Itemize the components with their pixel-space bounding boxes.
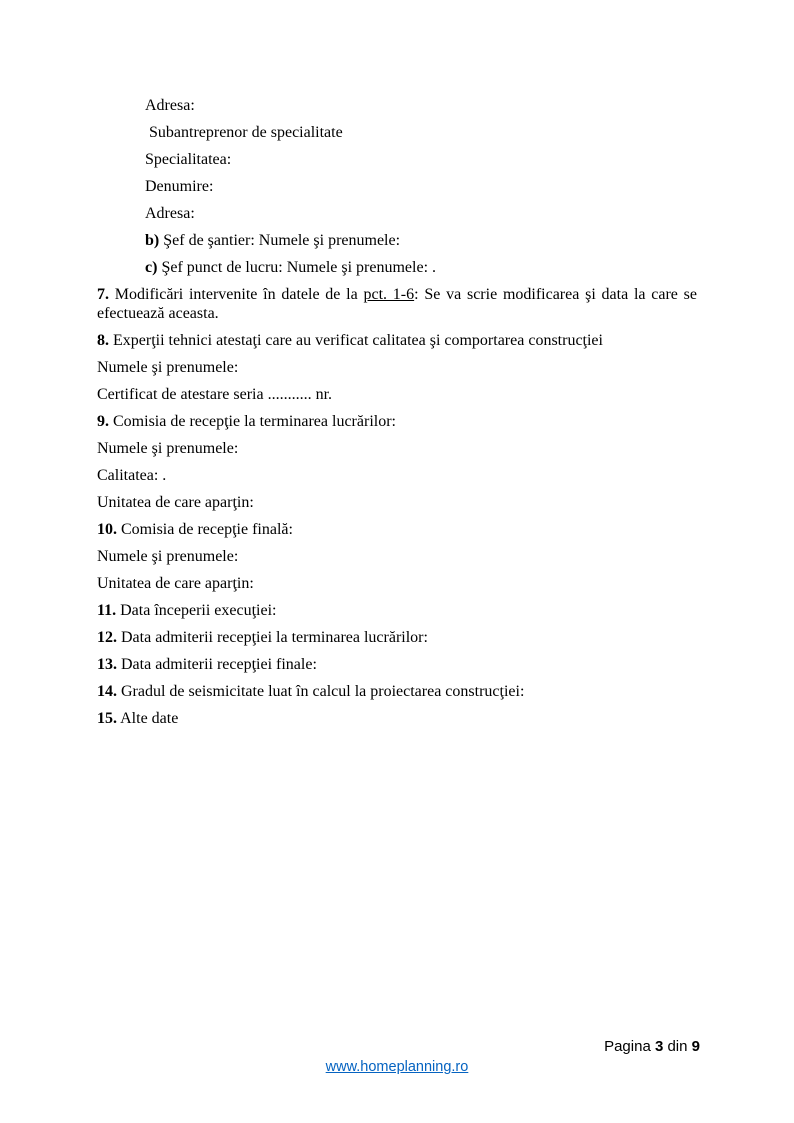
- text-segment: Unitatea de care aparţin:: [97, 575, 254, 592]
- page-number-current: 3: [654, 1038, 664, 1055]
- text-segment: Subantreprenor de specialitate: [145, 124, 343, 141]
- page-number: [604, 1038, 700, 1055]
- text-segment: Modificări intervenite în datele de la: [109, 286, 364, 303]
- page-number-middle: din: [663, 1038, 692, 1055]
- text-segment: b): [145, 232, 164, 249]
- document-line: [97, 574, 697, 593]
- text-segment: 9.: [97, 413, 109, 430]
- text-segment: Numele şi prenumele:: [97, 440, 239, 457]
- document-line: [145, 123, 697, 142]
- text-segment: 7.: [97, 286, 109, 303]
- document-line: [145, 204, 697, 223]
- page-number-prefix: Pagina: [604, 1038, 655, 1055]
- document-line: [97, 655, 697, 674]
- text-segment: 15.: [97, 710, 117, 727]
- text-segment: 11.: [97, 602, 117, 619]
- document-line: [97, 709, 697, 728]
- text-segment: 10.: [97, 521, 117, 538]
- text-segment: Gradul de seismicitate luat în calcul la proiectarea construcţiei:: [117, 683, 525, 700]
- text-segment: Comisia de recepţie finală:: [117, 521, 293, 538]
- text-segment: Alte date: [117, 710, 179, 727]
- text-segment: Denumire:: [145, 178, 214, 195]
- document-line: [97, 628, 697, 647]
- text-segment: Adresa:: [145, 97, 195, 114]
- document-line: [97, 601, 697, 620]
- text-segment: Specialitatea:: [145, 151, 232, 168]
- text-segment: Data admiterii recepţiei finale:: [117, 656, 317, 673]
- document-line: [97, 439, 697, 458]
- document-line: [145, 231, 697, 250]
- document-line: [97, 547, 697, 566]
- text-segment: Adresa:: [145, 205, 195, 222]
- document-line: [145, 177, 697, 196]
- text-segment: c): [145, 259, 162, 276]
- text-segment: Data începerii execuţiei:: [116, 602, 277, 619]
- document-line: [145, 258, 697, 277]
- page-number-total: 9: [691, 1038, 700, 1055]
- document-body: [97, 96, 697, 736]
- text-segment: Certificat de atestare seria ........... nr.: [97, 386, 333, 403]
- text-segment: 13.: [97, 656, 117, 673]
- footer-link[interactable]: www.homeplanning.ro: [325, 1059, 469, 1075]
- text-segment: Şef de şantier: Numele şi prenumele:: [163, 232, 401, 249]
- text-segment: 12.: [97, 629, 117, 646]
- document-line: [97, 285, 697, 323]
- text-segment: Numele şi prenumele:: [97, 548, 239, 565]
- text-segment: : Se va scrie modificarea şi data la care se efectuează aceasta.: [97, 286, 697, 322]
- document-line: [145, 96, 697, 115]
- text-segment: Experţii tehnici atestaţi care au verificat calitatea şi comportarea construcţiei: [109, 332, 603, 349]
- document-line: [97, 493, 697, 512]
- document-line: [97, 331, 697, 350]
- text-segment: 14.: [97, 683, 117, 700]
- text-segment: Calitatea: .: [97, 467, 167, 484]
- text-segment: Şef punct de lucru: Numele şi prenumele: .: [161, 259, 437, 276]
- underlined-reference: pct. 1-6: [363, 286, 415, 303]
- footer-link-container: [0, 1058, 794, 1076]
- document-line: [97, 682, 697, 701]
- text-segment: Unitatea de care aparţin:: [97, 494, 254, 511]
- text-segment: Numele şi prenumele:: [97, 359, 239, 376]
- document-line: [97, 412, 697, 431]
- document-line: [97, 385, 697, 404]
- document-line: [97, 466, 697, 485]
- document-line: [145, 150, 697, 169]
- document-line: [97, 358, 697, 377]
- text-segment: Data admiterii recepţiei la terminarea lucrărilor:: [117, 629, 428, 646]
- text-segment: Comisia de recepţie la terminarea lucrărilor:: [109, 413, 396, 430]
- document-line: [97, 520, 697, 539]
- text-segment: 8.: [97, 332, 109, 349]
